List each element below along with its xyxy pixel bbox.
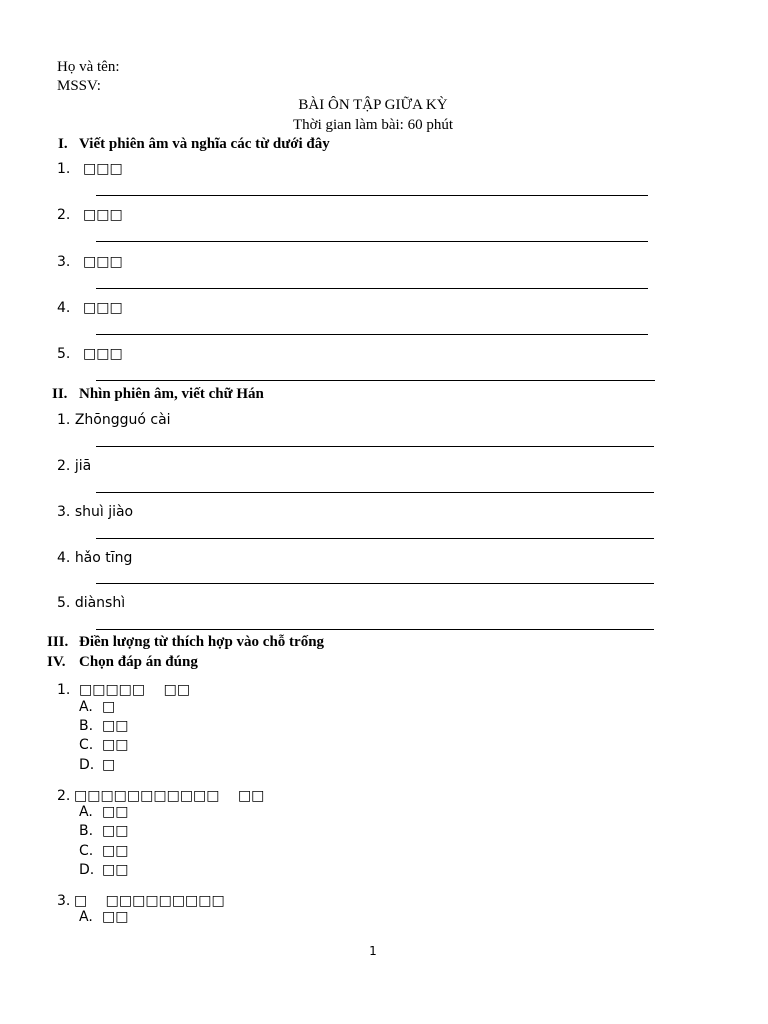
answer-line[interactable] <box>96 288 648 289</box>
option-letter: A. <box>79 699 93 715</box>
item-number: 5. <box>57 595 71 611</box>
answer-line[interactable] <box>96 446 654 447</box>
question-number: 1. <box>57 682 71 698</box>
question-text: □ □□□□□□□□□ <box>74 893 225 909</box>
item-text: □□□ <box>83 207 123 223</box>
answer-line[interactable] <box>96 380 655 381</box>
answer-line[interactable] <box>96 629 654 630</box>
option[interactable] <box>79 804 128 820</box>
answer-line[interactable] <box>96 241 648 242</box>
answer-line[interactable] <box>96 583 654 584</box>
section-2-item <box>57 595 125 611</box>
question <box>57 785 264 805</box>
option-text: □□ <box>102 909 129 925</box>
option-text: □□ <box>102 843 129 859</box>
section-4-numeral: IV. <box>47 654 66 670</box>
answer-line[interactable] <box>96 334 648 335</box>
question <box>57 890 225 910</box>
item-text: Zhōngguó cài <box>74 412 171 428</box>
option-letter: A. <box>79 909 93 925</box>
time-info: Thời gian làm bài: 60 phút <box>293 117 453 133</box>
item-text: □□□ <box>83 161 123 177</box>
question-number: 3. <box>57 893 71 909</box>
section-2-item <box>57 412 171 428</box>
section-2-numeral: II. <box>52 386 68 402</box>
item-number: 2. <box>57 207 71 223</box>
item-number: 3. <box>57 504 71 520</box>
section-3-heading: Điền lượng từ thích hợp vào chỗ trống <box>79 634 325 650</box>
item-text: diànshì <box>74 595 126 611</box>
option[interactable] <box>79 718 128 734</box>
option[interactable] <box>79 757 115 773</box>
item-number: 3. <box>57 254 71 270</box>
answer-line[interactable] <box>96 195 648 196</box>
student-id-label: MSSV: <box>57 78 101 94</box>
section-1-item <box>57 346 123 362</box>
item-text: jiā <box>74 458 92 474</box>
section-2-heading: Nhìn phiên âm, viết chữ Hán <box>79 386 264 402</box>
name-label: Họ và tên: <box>57 59 120 75</box>
section-1-heading: Viết phiên âm và nghĩa các từ dưới đây <box>79 136 330 152</box>
option[interactable] <box>79 699 115 715</box>
section-3-numeral: III. <box>47 634 69 650</box>
section-2-item <box>57 504 133 520</box>
section-2-item <box>57 458 91 474</box>
answer-line[interactable] <box>96 492 654 493</box>
option-text: □□ <box>102 862 129 878</box>
section-1-item <box>57 300 123 316</box>
option-text: □□ <box>102 718 129 734</box>
item-number: 4. <box>57 550 71 566</box>
option-letter: D. <box>79 757 95 773</box>
page-number: 1 <box>369 944 377 958</box>
option-letter: D. <box>79 862 95 878</box>
item-number: 5. <box>57 346 71 362</box>
item-number: 1. <box>57 161 71 177</box>
option-letter: B. <box>79 718 94 734</box>
item-text: □□□ <box>83 254 123 270</box>
section-1-item <box>57 254 123 270</box>
option-text: □ <box>102 757 116 773</box>
question-number: 2. <box>57 788 71 804</box>
item-number: 2. <box>57 458 71 474</box>
option[interactable] <box>79 862 128 878</box>
option-text: □□ <box>102 804 129 820</box>
option-letter: C. <box>79 737 94 753</box>
option[interactable] <box>79 823 128 839</box>
option-text: □ <box>102 699 116 715</box>
option-text: □□ <box>102 737 129 753</box>
option[interactable] <box>79 909 128 925</box>
answer-line[interactable] <box>96 538 654 539</box>
option[interactable] <box>79 843 128 859</box>
item-text: shuì jiào <box>74 504 134 520</box>
option-letter: C. <box>79 843 94 859</box>
page-title: BÀI ÔN TẬP GIỮA KỲ <box>298 97 448 113</box>
section-1-item <box>57 207 123 223</box>
section-4-heading: Chọn đáp án đúng <box>79 654 198 670</box>
option-letter: B. <box>79 823 94 839</box>
question <box>57 679 190 699</box>
section-1-item <box>57 161 123 177</box>
option[interactable] <box>79 737 128 753</box>
item-text: □□□ <box>83 346 123 362</box>
item-number: 4. <box>57 300 71 316</box>
question-text: □□□□□ □□ <box>79 682 191 698</box>
question-text: □□□□□□□□□□□ □□ <box>74 788 265 804</box>
item-text: □□□ <box>83 300 123 316</box>
option-text: □□ <box>102 823 129 839</box>
section-2-item <box>57 550 132 566</box>
option-letter: A. <box>79 804 93 820</box>
item-text: hǎo tīng <box>74 550 133 566</box>
item-number: 1. <box>57 412 71 428</box>
section-1-numeral: I. <box>58 136 68 152</box>
